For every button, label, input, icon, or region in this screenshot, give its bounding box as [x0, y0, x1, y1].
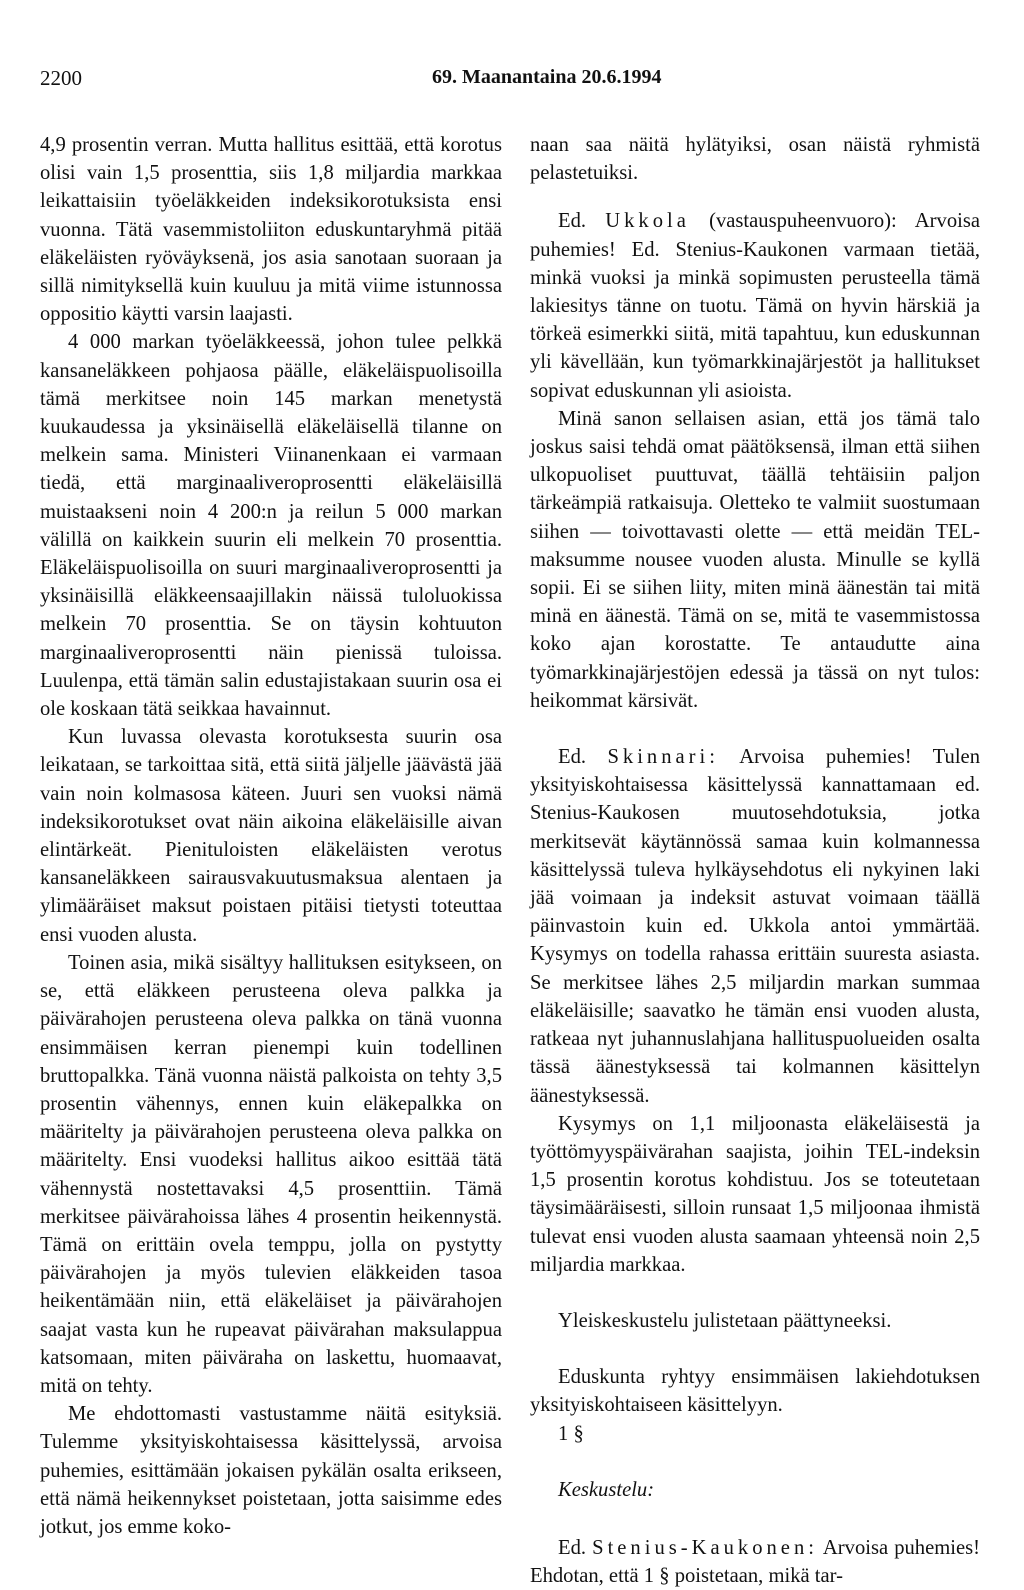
section-mark: 1 § — [558, 1422, 584, 1445]
paragraph: Me ehdottomasti vastustamme näitä esityksiä. Tulemme yksityiskohtaisessa käsittelyssä, arvoisa puhemies, esittämään jokaisen pykälän osalta erikseen, että nämä heikennykset poistetaan, jotta saisimme edes jotkut, jos emme koko- — [40, 1403, 502, 1538]
paragraph: 4,9 prosentin verran. Mutta hallitus esittää, että korotus olisi vain 1,5 prosenttia, siis 1,8 miljardia markkaa leikattaisiin työeläkkeiden indeksikorotuksista ensi vuonna. Tätä vasemmistoliiton eduskuntaryhmä pitää eläkeläisten ryöväyksenä, jos asia sanotaan suoraan ja sillä nimityksellä kuin kuuluu ja mitä viime istunnossa oppositio käytti varsin laajasti. — [40, 134, 502, 326]
paragraph: Yleiskeskustelu julistetaan päättyneeksi. — [558, 1309, 892, 1332]
speech-skinnari — [530, 743, 980, 1110]
right-column — [530, 131, 980, 1590]
paragraph: Eduskunta ryhtyy ensimmäisen lakiehdotuksen yksityiskohtaiseen käsittelyyn. — [530, 1366, 980, 1417]
speaker-prefix: Ed. — [558, 210, 606, 233]
speech-text: (vastauspuheenvuoro): Arvoisa puhemies! Ed. Stenius-Kaukonen varmaan tietää, minkä vuoksi ja minkä sopimusten perusteella tämä lakiesitys tänne on tuotu. Tämä on hyvin härskiä ja törkeä esimerkki siitä, mitä tapahtuu, kun eduskunnan yli kävellään, kun työmarkkinajärjestöt ja hallitukset sopivat eduskunnan yli asioista. — [530, 210, 980, 402]
paragraph: Toinen asia, mikä sisältyy hallituksen esitykseen, on se, että eläkkeen perusteena oleva palkka ja päivärahojen perusteena oleva palkka on tänä vuonna ensimmäisen kerran pienempi kuin todellinen bruttopalkka. Tänä vuonna näistä palkoista on tehty 3,5 prosentin vähennys, ennen kuin eläkepalkka on määritelty ja päivärahojen perusteena oleva palkka on määritelty. Ensi vuodeksi hallitus aikoo esittää tätä vähennystä nostettavaksi 4,5 prosenttiin. Tämä merkitsee päivärahoissa lähes 4 prosentin heikennystä. Tämä on erittäin ovela temppu, jolla on pystytty päivärahojen ja myös tulevien eläkkeiden tasoa heikentämään niin, että eläkeläiset ja päivärahojen saajat vasta kun he rupeavat päivärahan maksulappua katsomaan, miten päiväraha on laskettu, huomaavat, mitä on tehty. — [40, 951, 502, 1397]
speech-text: Arvoisa puhemies! Ehdotan, että 1 § poistetaan, mikä tar- — [530, 1536, 980, 1588]
paragraph: naan saa näitä hylätyiksi, osan näistä ryhmistä pelastetuiksi. — [530, 134, 980, 185]
speaker-name: Stenius-Kaukonen: — [592, 1536, 818, 1559]
speaker-prefix: Ed. — [558, 1536, 593, 1559]
paragraph: Minä sanon sellaisen asian, että jos tämä talo joskus saisi tehdä omat päätöksensä, ilman että siihen ulkopuoliset puuttuvat, täällä tehtäisiin paljon tärkeämpiä ratkaisuja. Oletteko te valmiit suostumaan siihen — toivottavasti olette — että meidän TEL-maksumme nousee vuoden alusta. Minulle se kyllä sopii. Ei se siihen liity, miten minä äänestän tai mitä minä en äänestä. Tämä on se, mitä te vasemmistossa koko ajan korostatte. Te antaudutte aina työmarkkinajärjestöjen edessä ja tässä on nyt tulos: heikommat kärsivät. — [530, 407, 980, 712]
page-title: 69. Maanantaina 20.6.1994 — [432, 66, 662, 88]
speaker-name: Ukkola — [605, 210, 690, 233]
speech-text: Arvoisa puhemies! Tulen yksityiskohtaisessa käsittelyssä kannattamaan ed. Stenius-Kaukosen muutosehdotuksia, jotka merkitsevät käytännössä samaa kuin kolmannessa käsittelyssä tuleva hylkäysehdotus eli nykyinen laki jää voimaan ja indeksit astuvat voimaan täällä päinvastoin kuin ed. Ukkola antoi ymmärtää. Kysymys on todella rahassa erittäin suuresta asiasta. Se merkitsee lähes 2,5 miljardin markan summaa eläkeläisille; saavatko he tämän ensi vuoden alusta, ratkeaa nyt juhannuslahjana hallituspuolueiden osalta tässä äänestyksessä tai kolmannen käsittelyn äänestyksessä. — [530, 746, 980, 1107]
speech-stenius-kaukonen — [530, 1534, 980, 1590]
paragraph: Kun luvassa olevasta korotuksesta suurin osa leikataan, se tarkoittaa sitä, että siitä jäljelle jäävästä jää vain noin kolmasosa käteen. Juuri sen vuoksi nämä indeksikorotukset ovat näin aikoina eläkeläisille aivan elintärkeät. Pienituloisten eläkeläisten verotus kansaneläkkeen sairausvakuutusmaksua alentaen ja ylimääräiset maksut poistaen pitäisi tietysti toteuttaa ensi vuoden alusta. — [40, 726, 502, 946]
speaker-prefix: Ed. — [558, 746, 608, 769]
left-column — [40, 131, 502, 1541]
speech-ukkola — [530, 207, 980, 404]
discussion-label: Keskustelu: — [558, 1478, 655, 1501]
speaker-name: Skinnari: — [607, 746, 719, 769]
paragraph: Kysymys on 1,1 miljoonasta eläkeläisestä ja työttömyyspäivärahan saajista, joihin TEL-indeksin 1,5 prosentin korotus kohdistuu. Jos se toteutetaan täysimääräisesti, silloin runsaat 1,5 miljoonaa ihmistä tulevat ensi vuoden alusta saamaan yhteensä noin 2,5 miljardia markkaa. — [530, 1112, 980, 1276]
page-number: 2200 — [40, 66, 82, 90]
paragraph: 4 000 markan työeläkkeessä, johon tulee pelkkä kansaneläkkeen pohjaosa päälle, eläkeläispuolisoilla tämä merkitsee noin 145 markan menetystä kuukaudessa ja yksinäisellä eläkeläisellä tilanne on melkein sama. Ministeri Viinanenkaan ei varmaan tiedä, että marginaaliveroprosentti eläkeläisillä muistaakseni noin 4 200:n ja reilun 5 000 markan välillä on kaikkein suurin eli melkein 70 prosenttia. Eläkeläispuolisoilla on suuri marginaaliveroprosentti ja yksinäisillä eläkkeensaajillakin näissä tuloluokissa melkein 70 prosenttia. Se on täysin kohtuuton marginaaliveroprosentti näin pienissä tuloissa. Luulenpa, että tämän salin edustajistakaan suurin osa ei ole koskaan tätä seikkaa havainnut. — [40, 331, 502, 721]
